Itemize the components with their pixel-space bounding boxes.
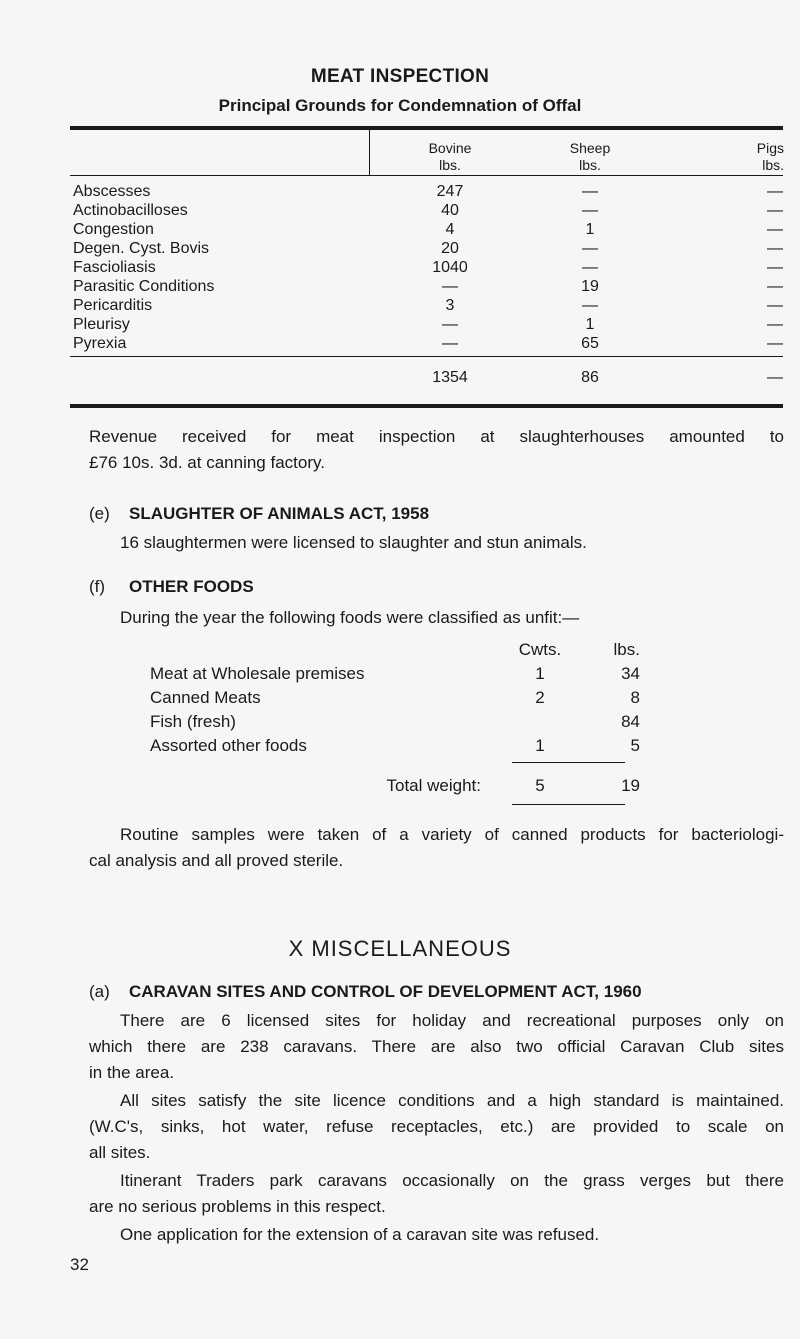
cell-bovine: 40 <box>441 202 459 219</box>
foods-total-rule-bottom <box>512 804 625 805</box>
row-label: Actinobacilloses <box>73 202 188 219</box>
routine-line-1: Routine samples were taken of a variety of canned products for bacteriologi- <box>120 825 784 844</box>
table-row <box>0 240 800 260</box>
caravan-line: (W.C's, sinks, hot water, refuse receptacles, etc.) are provided to scale on <box>89 1117 784 1136</box>
column-unit: lbs. <box>439 157 461 173</box>
total-cwts: 5 <box>535 776 545 795</box>
cell-bovine: — <box>442 335 458 352</box>
caravan-line: in the area. <box>89 1063 175 1082</box>
food-cwts: 1 <box>535 664 545 683</box>
cell-bovine: 1040 <box>432 259 468 276</box>
table-row <box>0 297 800 317</box>
cell-sheep: 1 <box>585 316 595 333</box>
food-label: Meat at Wholesale premises <box>150 664 365 683</box>
column-header-cwts: Cwts. <box>518 640 562 659</box>
cell-sheep: 1 <box>585 221 595 238</box>
row-label: Pericarditis <box>73 297 153 314</box>
section-f-heading <box>89 577 254 597</box>
cell-pigs: — <box>767 221 783 238</box>
cell-pigs: — <box>767 297 783 314</box>
cell-sheep: — <box>582 259 598 276</box>
section-a-heading <box>89 982 642 1002</box>
foods-row <box>0 664 800 686</box>
page-title: MEAT INSPECTION <box>310 66 490 87</box>
column-name: Sheep <box>569 140 611 156</box>
table-header-rule <box>70 175 783 176</box>
column-unit: lbs. <box>579 157 601 173</box>
section-letter: (a) <box>89 982 110 1001</box>
total-lbs: 19 <box>621 776 640 795</box>
table-row <box>0 335 800 355</box>
cell-bovine: — <box>442 316 458 333</box>
cell-sheep: 19 <box>581 278 599 295</box>
total-label: Total weight: <box>386 776 481 795</box>
cell-pigs: — <box>767 183 783 200</box>
row-label: Congestion <box>73 221 154 238</box>
row-label: Pyrexia <box>73 335 127 352</box>
foods-row <box>0 736 800 758</box>
page-subtitle: Principal Grounds for Condemnation of Offal <box>218 96 582 115</box>
column-name: Bovine <box>428 140 472 156</box>
table-row <box>0 183 800 203</box>
total-sheep: 86 <box>581 369 599 386</box>
cell-bovine: 3 <box>445 297 455 314</box>
table-top-rule <box>70 126 783 130</box>
section-title: CARAVAN SITES AND CONTROL OF DEVELOPMENT ACT, 1960 <box>129 982 642 1001</box>
foods-row <box>0 688 800 710</box>
section-title: OTHER FOODS <box>129 577 254 596</box>
caravan-line: which there are 238 caravans. There are also two official Caravan Club sites <box>89 1037 784 1056</box>
cell-sheep: 65 <box>581 335 599 352</box>
section-title: SLAUGHTER OF ANIMALS ACT, 1958 <box>129 504 430 523</box>
section-x-heading: X MISCELLANEOUS <box>288 936 512 961</box>
cell-sheep: — <box>582 202 598 219</box>
food-label: Fish (fresh) <box>150 712 236 731</box>
food-lbs: 5 <box>630 736 640 755</box>
cell-pigs: — <box>767 259 783 276</box>
cell-bovine: 4 <box>445 221 455 238</box>
food-lbs: 84 <box>621 712 640 731</box>
cell-pigs: — <box>767 202 783 219</box>
table-bottom-rule <box>70 404 783 408</box>
total-bovine: 1354 <box>432 369 468 386</box>
caravan-line: Itinerant Traders park caravans occasionally on the grass verges but there <box>120 1171 784 1190</box>
section-letter: (f) <box>89 577 106 596</box>
caravan-line: All sites satisfy the site licence conditions and a high standard is maintained. <box>120 1091 784 1110</box>
row-label: Pleurisy <box>73 316 130 333</box>
cell-bovine: 247 <box>436 183 464 200</box>
cell-sheep: — <box>582 297 598 314</box>
cell-sheep: — <box>582 183 598 200</box>
column-header-sheep <box>540 140 640 174</box>
section-e-text: 16 slaughtermen were licensed to slaughter and stun animals. <box>120 533 587 552</box>
cell-sheep: — <box>582 240 598 257</box>
column-name: Pigs <box>756 140 784 156</box>
row-label: Abscesses <box>73 183 151 200</box>
caravan-line: are no serious problems in this respect. <box>89 1197 386 1216</box>
table-total-rule <box>70 356 783 357</box>
table-row <box>0 202 800 222</box>
cell-pigs: — <box>767 240 783 257</box>
food-label: Canned Meats <box>150 688 261 707</box>
food-label: Assorted other foods <box>150 736 307 755</box>
row-label: Fascioliasis <box>73 259 156 276</box>
column-header-lbs: lbs. <box>613 640 640 659</box>
cell-pigs: — <box>767 278 783 295</box>
table-row <box>0 221 800 241</box>
caravan-line: There are 6 licensed sites for holiday and recreational purposes only on <box>120 1011 784 1030</box>
cell-bovine: — <box>442 278 458 295</box>
page-number: 32 <box>70 1255 89 1274</box>
foods-header-row <box>0 640 800 662</box>
cell-pigs: — <box>767 335 783 352</box>
row-label: Degen. Cyst. Bovis <box>73 240 210 257</box>
foods-total-rule-top <box>512 762 625 763</box>
section-letter: (e) <box>89 504 110 523</box>
table-header-divider <box>369 130 370 176</box>
revenue-line-1: Revenue received for meat inspection at slaughterhouses amounted to <box>89 427 784 446</box>
column-unit: lbs. <box>762 157 784 173</box>
food-lbs: 8 <box>630 688 640 707</box>
section-e-heading <box>89 504 429 524</box>
revenue-line-2: £76 10s. 3d. at canning factory. <box>89 453 325 472</box>
table-row <box>0 278 800 298</box>
cell-bovine: 20 <box>441 240 459 257</box>
table-row <box>0 259 800 279</box>
routine-line-2: cal analysis and all proved sterile. <box>89 851 344 870</box>
foods-row <box>0 712 800 734</box>
food-lbs: 34 <box>621 664 640 683</box>
food-cwts: 1 <box>535 736 545 755</box>
column-header-bovine <box>400 140 500 174</box>
caravan-line: all sites. <box>89 1143 151 1162</box>
row-label: Parasitic Conditions <box>73 278 215 295</box>
cell-pigs: — <box>767 316 783 333</box>
table-row <box>0 316 800 336</box>
caravan-line: One application for the extension of a caravan site was refused. <box>120 1225 600 1244</box>
total-pigs: — <box>767 369 783 386</box>
section-f-intro: During the year the following foods were classified as unfit:— <box>120 608 580 627</box>
column-header-pigs <box>700 140 784 174</box>
food-cwts: 2 <box>535 688 545 707</box>
